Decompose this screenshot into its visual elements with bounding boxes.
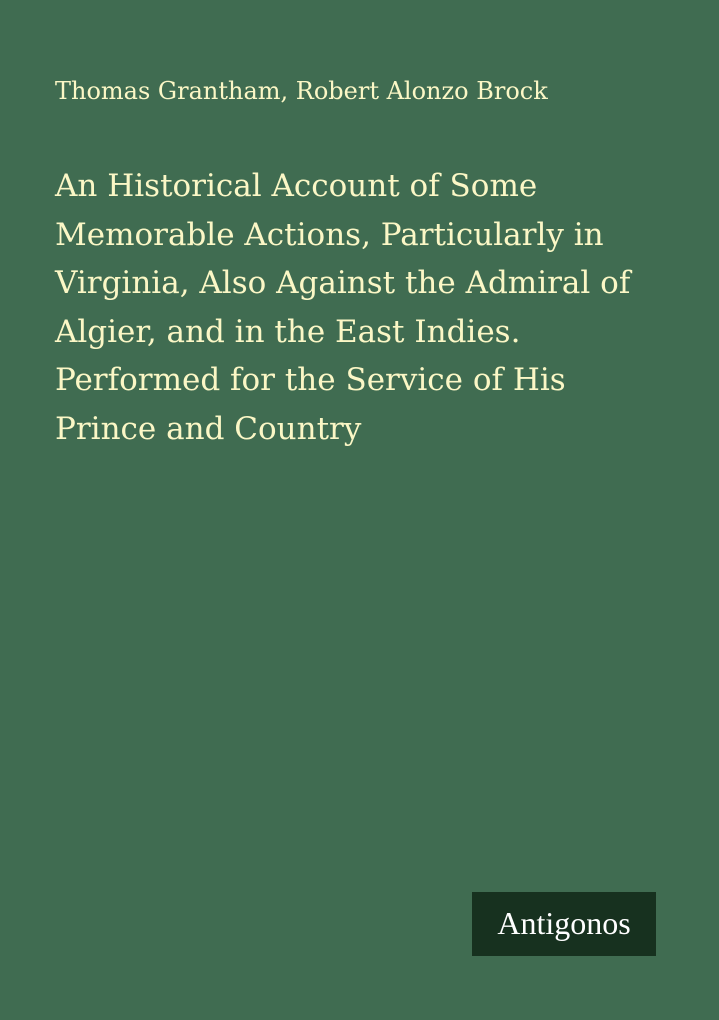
- author-names: Thomas Grantham, Robert Alonzo Brock: [55, 77, 548, 105]
- title-line: Memorable Actions, Particularly in: [55, 216, 604, 253]
- title-line: Performed for the Service of His: [55, 362, 566, 398]
- title-line: An Historical Account of Some: [55, 168, 538, 204]
- title-line: Algier, and in the East Indies.: [55, 313, 521, 350]
- title-line: Prince and Country: [55, 410, 362, 447]
- publisher-name: Antigonos: [497, 904, 631, 941]
- book-title: [55, 162, 675, 453]
- publisher-logo: [472, 892, 656, 956]
- title-line: Virginia, Also Against the Admiral of: [55, 265, 631, 301]
